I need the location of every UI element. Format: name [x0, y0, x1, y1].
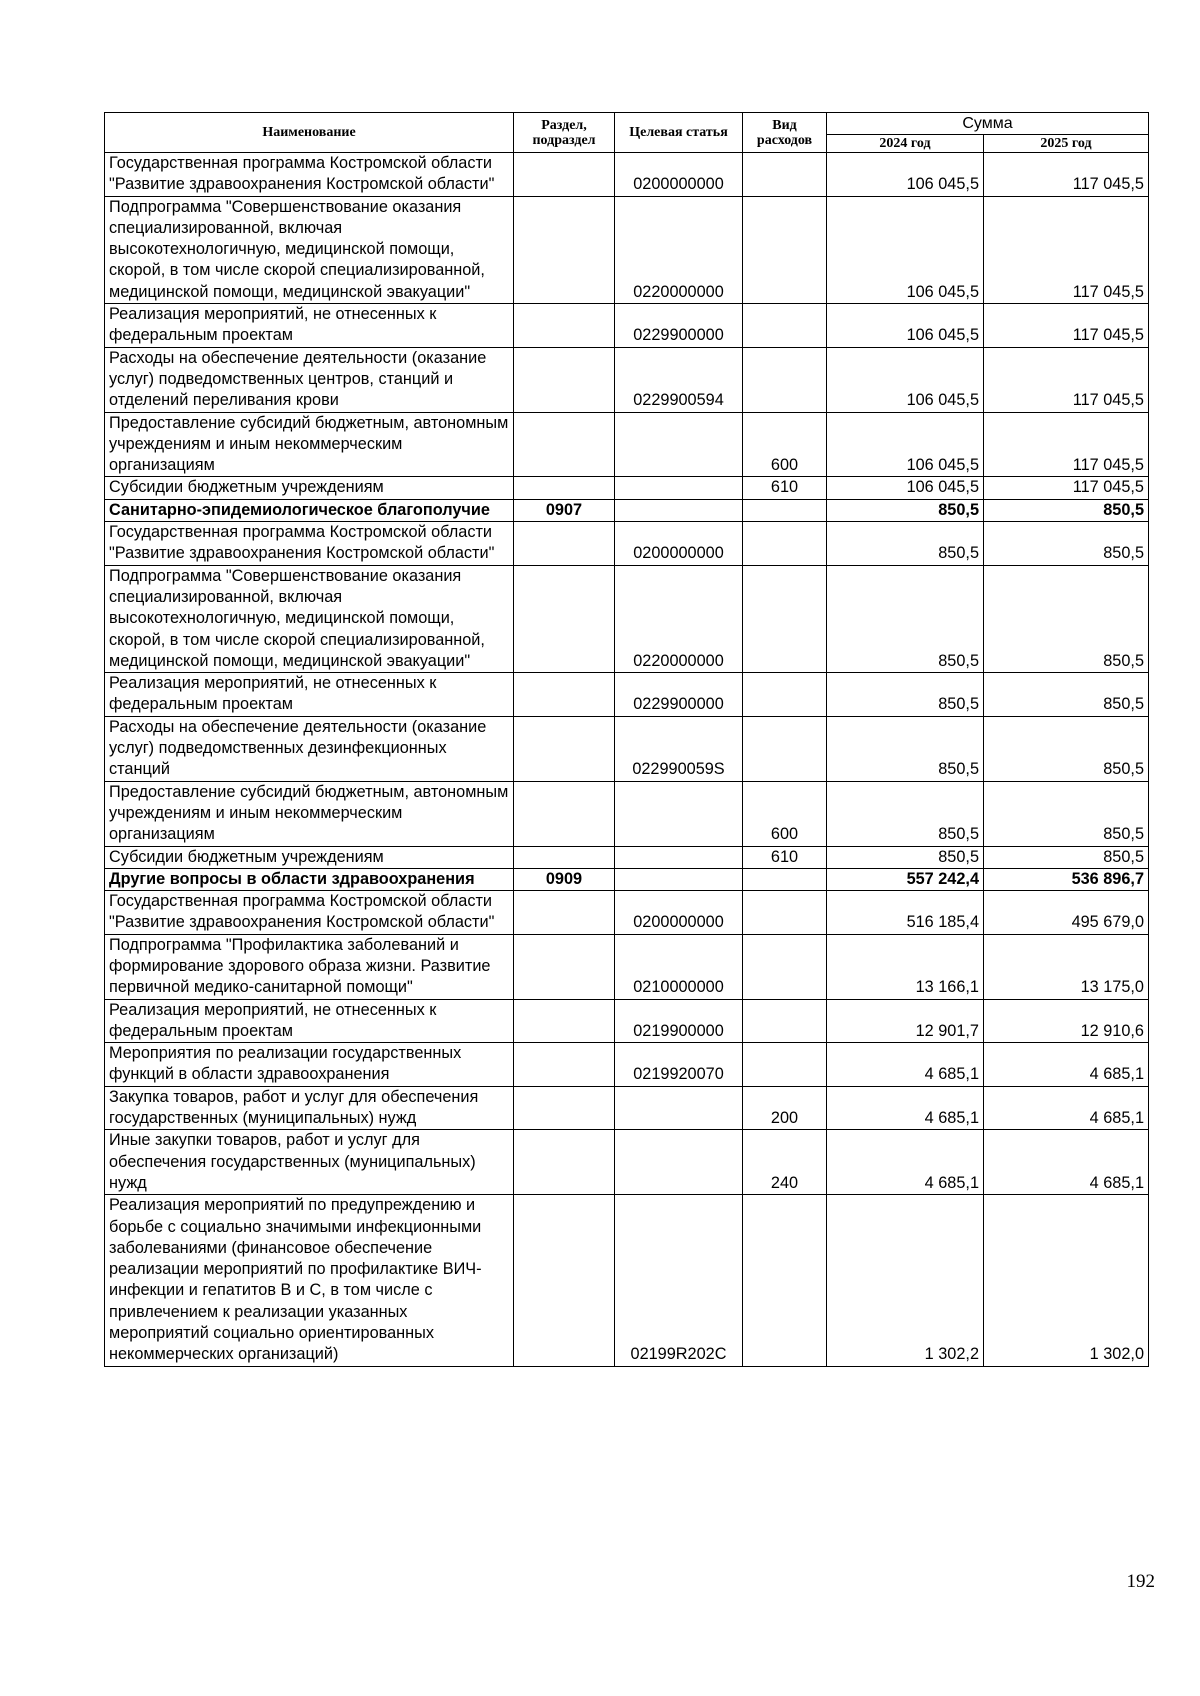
table-row: [105, 304, 1149, 348]
cell-name: Государственная программа Костромской области "Развитие здравоохранения Костромской области": [105, 153, 514, 197]
header-section: Раздел, подраздел: [514, 113, 615, 153]
cell-name: Закупка товаров, работ и услуг для обеспечения государственных (муниципальных) нужд: [105, 1086, 514, 1130]
cell-sum-2025: 4 685,1: [984, 1130, 1149, 1195]
cell-name: Субсидии бюджетным учреждениям: [105, 846, 514, 868]
header-article: Целевая статья: [615, 113, 743, 153]
cell-name: Государственная программа Костромской области "Развитие здравоохранения Костромской области": [105, 522, 514, 566]
cell-section: [514, 1086, 615, 1130]
cell-name: Реализация мероприятий, не отнесенных к федеральным проектам: [105, 999, 514, 1043]
table-header: [105, 113, 1149, 153]
cell-section: [514, 891, 615, 935]
cell-article: 0200000000: [615, 522, 743, 566]
cell-expense-type: 610: [743, 846, 827, 868]
cell-expense-type: [743, 1043, 827, 1087]
cell-expense-type: [743, 565, 827, 672]
cell-section: [514, 846, 615, 868]
cell-section: [514, 934, 615, 999]
cell-sum-2025: 117 045,5: [984, 153, 1149, 197]
cell-sum-2024: 13 166,1: [827, 934, 984, 999]
cell-sum-2025: 850,5: [984, 499, 1149, 521]
cell-name: Другие вопросы в области здравоохранения: [105, 868, 514, 890]
cell-sum-2025: 117 045,5: [984, 347, 1149, 412]
cell-sum-2024: 106 045,5: [827, 477, 984, 499]
cell-article: 022990059S: [615, 716, 743, 781]
cell-expense-type: [743, 304, 827, 348]
header-year-2025: 2025 год: [984, 135, 1149, 153]
table-row: [105, 412, 1149, 477]
cell-section: [514, 412, 615, 477]
cell-sum-2025: 1 302,0: [984, 1195, 1149, 1366]
table-row: [105, 1195, 1149, 1366]
cell-section: [514, 153, 615, 197]
cell-expense-type: [743, 499, 827, 521]
cell-section: [514, 716, 615, 781]
table-row: [105, 1043, 1149, 1087]
table-body: [105, 153, 1149, 1367]
cell-expense-type: 200: [743, 1086, 827, 1130]
table-row: [105, 999, 1149, 1043]
cell-section: [514, 781, 615, 846]
cell-expense-type: [743, 153, 827, 197]
table-row: [105, 1086, 1149, 1130]
table-row: [105, 153, 1149, 197]
cell-sum-2024: 850,5: [827, 499, 984, 521]
cell-sum-2024: 850,5: [827, 781, 984, 846]
table-row: [105, 565, 1149, 672]
cell-article: [615, 1130, 743, 1195]
cell-name: Предоставление субсидий бюджетным, автономным учреждениям и иным некоммерческим организациям: [105, 412, 514, 477]
cell-section: 0909: [514, 868, 615, 890]
cell-sum-2024: 106 045,5: [827, 153, 984, 197]
cell-name: Реализация мероприятий по предупреждению и борьбе с социально значимыми инфекционными заболеваниями (финансовое обеспечение реализации мероприятий по профилактике ВИЧ- инфекции и гепатитов В и С, в том числе с привлечением к реализации указанных мероприятий социально ориентированных некоммерческих организаций): [105, 1195, 514, 1366]
table-row: [105, 347, 1149, 412]
cell-article: [615, 477, 743, 499]
cell-expense-type: [743, 868, 827, 890]
table-row: [105, 477, 1149, 499]
table-row: [105, 499, 1149, 521]
cell-article: 02199R202C: [615, 1195, 743, 1366]
cell-expense-type: [743, 891, 827, 935]
cell-article: [615, 1086, 743, 1130]
budget-table: [104, 112, 1149, 1367]
cell-article: 0229900000: [615, 673, 743, 717]
cell-expense-type: [743, 934, 827, 999]
cell-article: [615, 499, 743, 521]
cell-sum-2024: 106 045,5: [827, 412, 984, 477]
cell-section: 0907: [514, 499, 615, 521]
cell-article: 0210000000: [615, 934, 743, 999]
cell-name: Подпрограмма "Совершенствование оказания специализированной, включая высокотехнологичную, медицинской помощи, скорой, в том числе скорой специализированной, медицинской помощи, медицинской эвакуации": [105, 196, 514, 303]
cell-name: Подпрограмма "Совершенствование оказания специализированной, включая высокотехнологичную, медицинской помощи, скорой, в том числе скорой специализированной, медицинской помощи, медицинской эвакуации": [105, 565, 514, 672]
cell-section: [514, 1130, 615, 1195]
cell-sum-2025: 850,5: [984, 522, 1149, 566]
cell-expense-type: 600: [743, 781, 827, 846]
cell-sum-2025: 850,5: [984, 781, 1149, 846]
table-row: [105, 868, 1149, 890]
cell-sum-2024: 4 685,1: [827, 1043, 984, 1087]
cell-sum-2024: 106 045,5: [827, 196, 984, 303]
cell-sum-2024: 106 045,5: [827, 304, 984, 348]
cell-expense-type: [743, 347, 827, 412]
cell-expense-type: [743, 999, 827, 1043]
cell-expense-type: 240: [743, 1130, 827, 1195]
cell-sum-2025: 13 175,0: [984, 934, 1149, 999]
cell-section: [514, 196, 615, 303]
cell-sum-2024: 106 045,5: [827, 347, 984, 412]
cell-sum-2024: 4 685,1: [827, 1130, 984, 1195]
cell-sum-2025: 12 910,6: [984, 999, 1149, 1043]
cell-sum-2024: 850,5: [827, 673, 984, 717]
header-sum: Сумма: [827, 113, 1149, 135]
cell-section: [514, 565, 615, 672]
table-row: [105, 196, 1149, 303]
cell-sum-2024: 516 185,4: [827, 891, 984, 935]
cell-expense-type: [743, 196, 827, 303]
page-number: 192: [1126, 1571, 1155, 1592]
cell-expense-type: [743, 1195, 827, 1366]
cell-article: 0229900000: [615, 304, 743, 348]
cell-sum-2025: 495 679,0: [984, 891, 1149, 935]
cell-sum-2025: 536 896,7: [984, 868, 1149, 890]
table-row: [105, 673, 1149, 717]
header-expense-type: Вид расходов: [743, 113, 827, 153]
cell-sum-2024: 557 242,4: [827, 868, 984, 890]
cell-name: Иные закупки товаров, работ и услуг для обеспечения государственных (муниципальных) нужд: [105, 1130, 514, 1195]
cell-expense-type: [743, 673, 827, 717]
table-row: [105, 934, 1149, 999]
cell-article: [615, 781, 743, 846]
header-year-2024: 2024 год: [827, 135, 984, 153]
cell-article: 0220000000: [615, 196, 743, 303]
cell-name: Предоставление субсидий бюджетным, автономным учреждениям и иным некоммерческим организациям: [105, 781, 514, 846]
table-row: [105, 781, 1149, 846]
cell-name: Государственная программа Костромской области "Развитие здравоохранения Костромской области": [105, 891, 514, 935]
cell-name: Субсидии бюджетным учреждениям: [105, 477, 514, 499]
cell-expense-type: [743, 522, 827, 566]
cell-sum-2025: 117 045,5: [984, 412, 1149, 477]
cell-article: 0229900594: [615, 347, 743, 412]
cell-sum-2025: 4 685,1: [984, 1043, 1149, 1087]
table-row: [105, 846, 1149, 868]
cell-sum-2025: 850,5: [984, 716, 1149, 781]
table-row: [105, 522, 1149, 566]
cell-sum-2024: 850,5: [827, 716, 984, 781]
cell-article: [615, 412, 743, 477]
header-name: Наименование: [105, 113, 514, 153]
cell-expense-type: 610: [743, 477, 827, 499]
cell-expense-type: [743, 716, 827, 781]
cell-article: 0219900000: [615, 999, 743, 1043]
table-row: [105, 716, 1149, 781]
cell-sum-2025: 850,5: [984, 846, 1149, 868]
cell-article: [615, 868, 743, 890]
cell-name: Реализация мероприятий, не отнесенных к федеральным проектам: [105, 673, 514, 717]
cell-section: [514, 347, 615, 412]
cell-sum-2024: 850,5: [827, 522, 984, 566]
cell-section: [514, 999, 615, 1043]
cell-section: [514, 304, 615, 348]
cell-section: [514, 477, 615, 499]
cell-article: [615, 846, 743, 868]
cell-sum-2024: 1 302,2: [827, 1195, 984, 1366]
cell-name: Подпрограмма "Профилактика заболеваний и формирование здорового образа жизни. Развитие первичной медико-санитарной помощи": [105, 934, 514, 999]
cell-article: 0200000000: [615, 153, 743, 197]
cell-sum-2024: 12 901,7: [827, 999, 984, 1043]
cell-section: [514, 673, 615, 717]
cell-expense-type: 600: [743, 412, 827, 477]
cell-name: Реализация мероприятий, не отнесенных к федеральным проектам: [105, 304, 514, 348]
cell-section: [514, 522, 615, 566]
cell-section: [514, 1043, 615, 1087]
cell-sum-2025: 117 045,5: [984, 196, 1149, 303]
cell-section: [514, 1195, 615, 1366]
cell-sum-2025: 117 045,5: [984, 304, 1149, 348]
cell-name: Мероприятия по реализации государственных функций в области здравоохранения: [105, 1043, 514, 1087]
cell-article: 0200000000: [615, 891, 743, 935]
cell-name: Расходы на обеспечение деятельности (оказание услуг) подведомственных дезинфекционных станций: [105, 716, 514, 781]
cell-sum-2025: 4 685,1: [984, 1086, 1149, 1130]
cell-name: Санитарно-эпидемиологическое благополучие: [105, 499, 514, 521]
cell-sum-2024: 850,5: [827, 565, 984, 672]
cell-sum-2024: 4 685,1: [827, 1086, 984, 1130]
cell-sum-2025: 850,5: [984, 673, 1149, 717]
cell-sum-2025: 117 045,5: [984, 477, 1149, 499]
table-row: [105, 1130, 1149, 1195]
cell-sum-2025: 850,5: [984, 565, 1149, 672]
cell-name: Расходы на обеспечение деятельности (оказание услуг) подведомственных центров, станций и отделений переливания крови: [105, 347, 514, 412]
cell-article: 0220000000: [615, 565, 743, 672]
table-row: [105, 891, 1149, 935]
cell-article: 0219920070: [615, 1043, 743, 1087]
cell-sum-2024: 850,5: [827, 846, 984, 868]
